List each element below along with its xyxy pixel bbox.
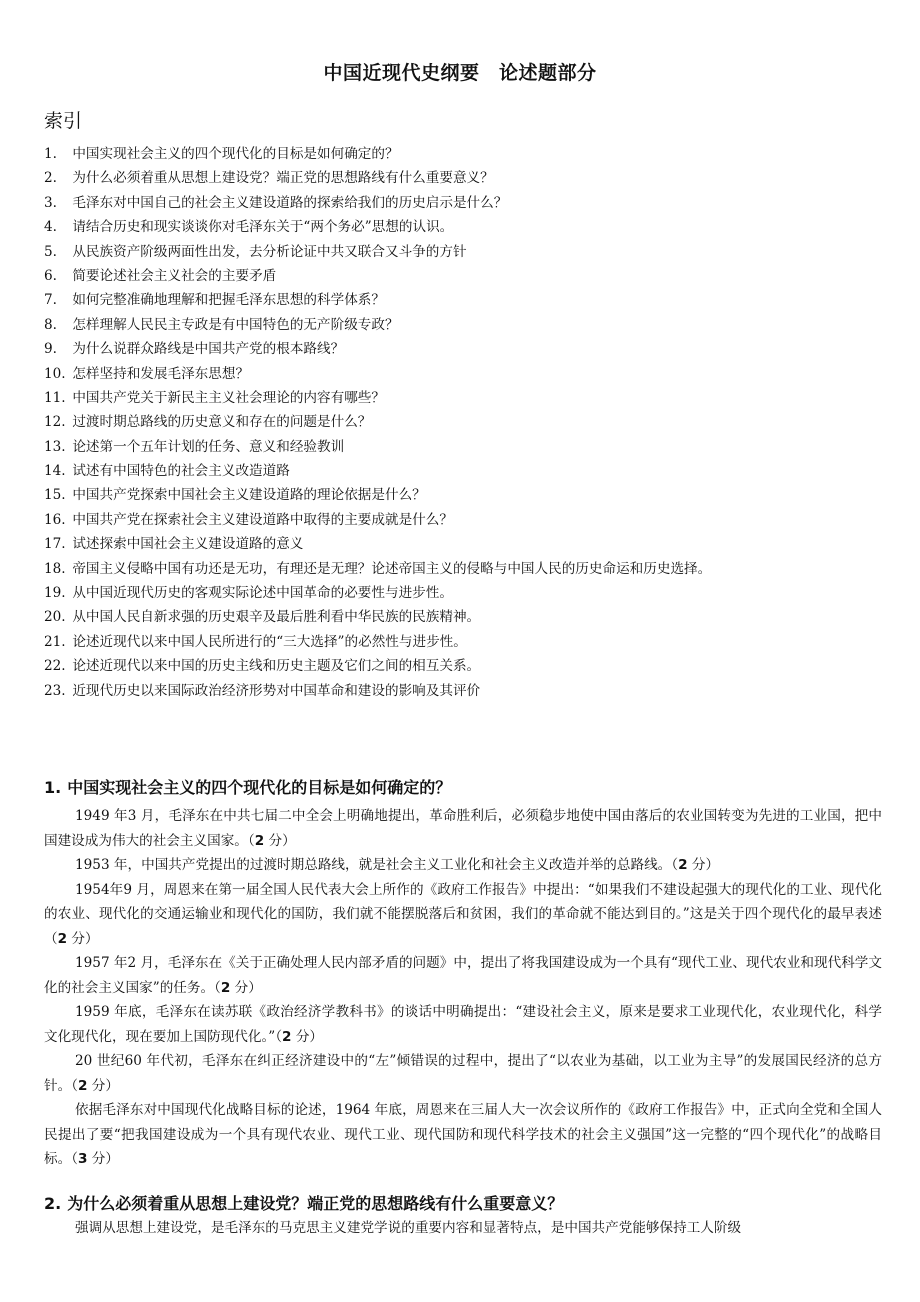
- answer-paragraph: 20 世纪60 年代初，毛泽东在纠正经济建设中的“左”倾错误的过程中，提出了“以农业为基础，以工业为主导”的发展国民经济的总方针。（2 分）: [44, 1053, 882, 1094]
- section-1-body: [44, 804, 882, 1172]
- score-value: 2: [282, 1028, 292, 1045]
- index-item[interactable]: 19. 从中国近现代历史的客观实际论述中国革命的必要性与进步性。: [44, 585, 453, 602]
- index-item[interactable]: 22. 论述近现代以来中国的历史主线和历史主题及它们之间的相互关系。: [44, 658, 481, 675]
- index-item[interactable]: 4. 请结合历史和现实谈谈你对毛泽东关于“两个务必”思想的认识。: [44, 219, 454, 236]
- section-2-body: [44, 1216, 882, 1240]
- index-item[interactable]: 18. 帝国主义侵略中国有功还是无功，有理还是无理？论述帝国主义的侵略与中国人民的历史命运和历史选择。: [44, 560, 712, 577]
- index-item[interactable]: 6. 简要论述社会主义社会的主要矛盾: [44, 267, 277, 284]
- score-value: 2: [254, 832, 265, 849]
- index-item[interactable]: 9. 为什么说群众路线是中国共产党的根本路线？: [44, 341, 345, 358]
- index-item[interactable]: 8. 怎样理解人民民主专政是有中国特色的无产阶级专政？: [44, 316, 399, 333]
- section-1-heading: 1. 中国实现社会主义的四个现代化的目标是如何确定的？: [44, 778, 452, 797]
- answer-paragraph: 1954年9 月，周恩来在第一届全国人民代表大会上所作的《政府工作报告》中提出：“如果我们不建设起强大的现代化的工业、现代化的农业、现代化的交通运输业和现代化的国防，我们就不能摆脱落后和贫困，我们的革命就不能达到目的。”这是关于四个现代化的最早表述（2 分）: [44, 881, 882, 947]
- answer-paragraph: 1949 年3 月，毛泽东在中共七届二中全会上明确地提出，革命胜利后，必须稳步地使中国由落后的农业国转变为先进的工业国，把中国建设成为伟大的社会主义国家。（2 分）: [44, 808, 882, 849]
- index-item[interactable]: 3. 毛泽东对中国自己的社会主义建设道路的探索给我们的历史启示是什么？: [44, 194, 508, 211]
- index-item[interactable]: 17. 试述探索中国社会主义建设道路的意义: [44, 536, 304, 553]
- index-item[interactable]: 20. 从中国人民自新求强的历史艰辛及最后胜利看中华民族的民族精神。: [44, 609, 481, 626]
- index-item[interactable]: 5. 从民族资产阶级两面性出发，去分析论证中共又联合又斗争的方针: [44, 243, 467, 260]
- index-item[interactable]: 14. 试述有中国特色的社会主义改造道路: [44, 463, 290, 480]
- index-item[interactable]: 21. 论述近现代以来中国人民所进行的“三大选择”的必然性与进步性。: [44, 633, 467, 650]
- score-value: 3: [77, 1151, 88, 1167]
- index-list: [44, 142, 894, 703]
- index-item[interactable]: 16. 中国共产党在探索社会主义建设道路中取得的主要成就是什么？: [44, 511, 453, 528]
- answer-paragraph: 1959 年底，毛泽东在读苏联《政治经济学教科书》的谈话中明确提出：“建设社会主义，原来是要求工业现代化，农业现代化，科学文化现代化，现在要加上国防现代化。”（2 分）: [44, 1004, 882, 1045]
- index-item[interactable]: 12. 过渡时期总路线的历史意义和存在的问题是什么？: [44, 414, 372, 431]
- score-value: 2: [77, 1077, 88, 1094]
- answer-paragraph: 1957 年2 月，毛泽东在《关于正确处理人民内部矛盾的问题》中，提出了将我国建设成为一个具有“现代工业、现代农业和现代科学文化的社会主义国家”的任务。（2 分）: [44, 955, 882, 996]
- score-value: 2: [220, 979, 231, 996]
- section-2-heading: 2. 为什么必须着重从思想上建设党？端正党的思想路线有什么重要意义？: [44, 1194, 564, 1213]
- answer-paragraph: 1953 年，中国共产党提出的过渡时期总路线，就是社会主义工业化和社会主义改造并举的总路线。（2 分）: [75, 857, 720, 873]
- index-heading: 索引: [44, 110, 83, 132]
- answer-paragraph: 依据毛泽东对中国现代化战略目标的论述，1964 年底，周恩来在三届人大一次会议所作的《政府工作报告》中，正式向全党和全国人民提出了要“把我国建设成为一个具有现代农业、现代工业、现代国防和现代科学技术的社会主义强国”这一完整的“四个现代化”的战略目标。（3 分）: [44, 1102, 882, 1167]
- index-item[interactable]: 23. 近现代历史以来国际政治经济形势对中国革命和建设的影响及其评价: [44, 682, 481, 699]
- index-item[interactable]: 2. 为什么必须着重从思想上建设党？端正党的思想路线有什么重要意义？: [44, 170, 494, 187]
- answer-paragraph: 强调从思想上建设党，是毛泽东的马克思主义建党学说的重要内容和显著特点，是中国共产党能够保持工人阶级: [75, 1220, 742, 1236]
- score-value: 2: [57, 930, 68, 947]
- index-item[interactable]: 11. 中国共产党关于新民主主义社会理论的内容有哪些？: [44, 389, 385, 406]
- index-item[interactable]: 7. 如何完整准确地理解和把握毛泽东思想的科学体系？: [44, 292, 385, 309]
- score-value: 2: [678, 857, 688, 873]
- index-item[interactable]: 15. 中国共产党探索中国社会主义建设道路的理论依据是什么？: [44, 487, 426, 504]
- index-item[interactable]: 1. 中国实现社会主义的四个现代化的目标是如何确定的？: [44, 146, 399, 162]
- index-item[interactable]: 10. 怎样坚持和发展毛泽东思想？: [44, 365, 250, 382]
- document-title: 中国近现代史纲要 论述题部分: [323, 62, 597, 84]
- index-item[interactable]: 13. 论述第一个五年计划的任务、意义和经验教训: [44, 438, 345, 455]
